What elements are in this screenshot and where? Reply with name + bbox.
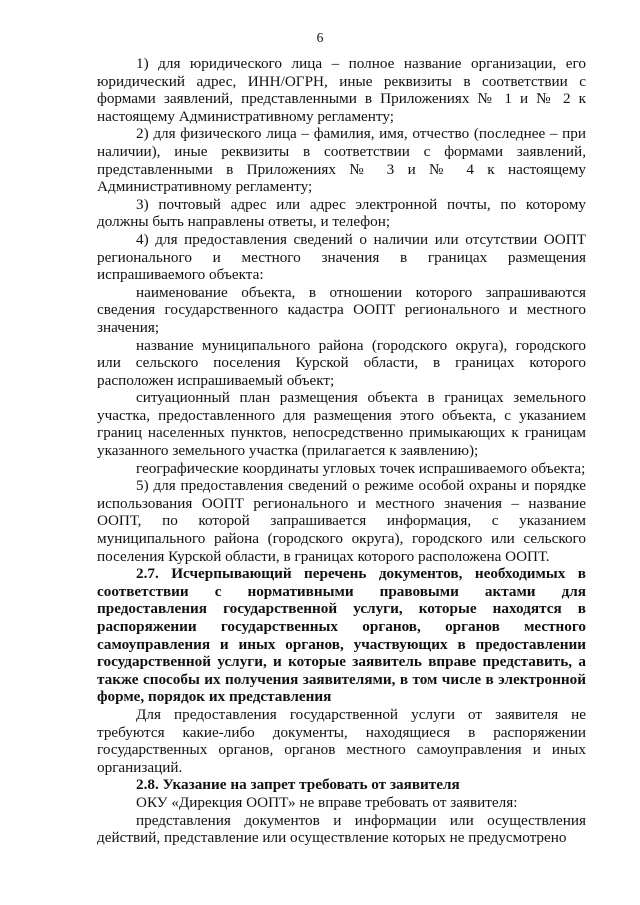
body-paragraph: наименование объекта, в отношении которого запрашиваются сведения государственного кадастра ООПТ регионального и местного значения;	[97, 283, 586, 336]
body-paragraph: 1) для юридического лица – полное название организации, его юридический адрес, ИНН/ОГРН, иные реквизиты в соответствии с формами заявлений, представленными в Приложениях № 1 и № 2 к настоящему Административному регламенту;	[97, 55, 586, 125]
section-heading: 2.8. Указание на запрет требовать от заявителя	[136, 776, 460, 794]
body-paragraph: Для предоставления государственной услуги от заявителя не требуются какие-либо документы, находящиеся в распоряжении государственных органов, органов местного самоуправления и иных организаций.	[97, 705, 586, 776]
body-paragraph: 4) для предоставления сведений о наличии или отсутствии ООПТ регионального и местного значения в границах размещения испрашиваемого объекта:	[97, 230, 586, 284]
section-heading: 2.7. Исчерпывающий перечень документов, необходимых в соответствии с нормативными правовыми актами для предоставления государственной услуги, которые находятся в распоряжении государственных органов, органов местного самоуправления и иных органов, участвующих в предоставлении государственной услуги, и которые заявитель вправе представить, а также способы их получения заявителями, в том числе в электронной форме, порядок их представления	[97, 565, 586, 706]
body-paragraph: представления документов и информации или осуществления действий, представление или осуществление которых не предусмотрено	[97, 811, 586, 847]
body-paragraph: географические координаты угловых точек испрашиваемого объекта;	[136, 459, 586, 477]
body-paragraph: 3) почтовый адрес или адрес электронной почты, по которому должны быть направлены ответы, и телефон;	[97, 195, 586, 231]
body-paragraph: ситуационный план размещения объекта в границах земельного участка, предоставленного для размещения этого объекта, с указанием границ населенных пунктов, непосредственно примыкающих к границам указанного земельного участка (прилагается к заявлению);	[97, 389, 586, 460]
body-paragraph: 2) для физического лица – фамилия, имя, отчество (последнее – при наличии), иные реквизиты в соответствии с формами заявлений, представленными в Приложениях № 3 и № 4 к настоящему Административному регламенту;	[97, 125, 586, 196]
body-paragraph: ОКУ «Дирекция ООПТ» не вправе требовать от заявителя:	[136, 793, 518, 811]
page-number: 6	[316, 30, 324, 45]
document-body	[97, 55, 586, 847]
body-paragraph: 5) для предоставления сведений о режиме особой охраны и порядке использования ООПТ регионального и местного значения – название ООПТ, по которой запрашивается информация, с указанием муниципального района (городского округа), городского или сельского поселения Курской области, в границах которого расположена ООПТ.	[97, 477, 586, 565]
body-paragraph: название муниципального района (городского округа), городского или сельского поселения Курской области, в границах которого расположен испрашиваемый объект;	[97, 336, 586, 389]
